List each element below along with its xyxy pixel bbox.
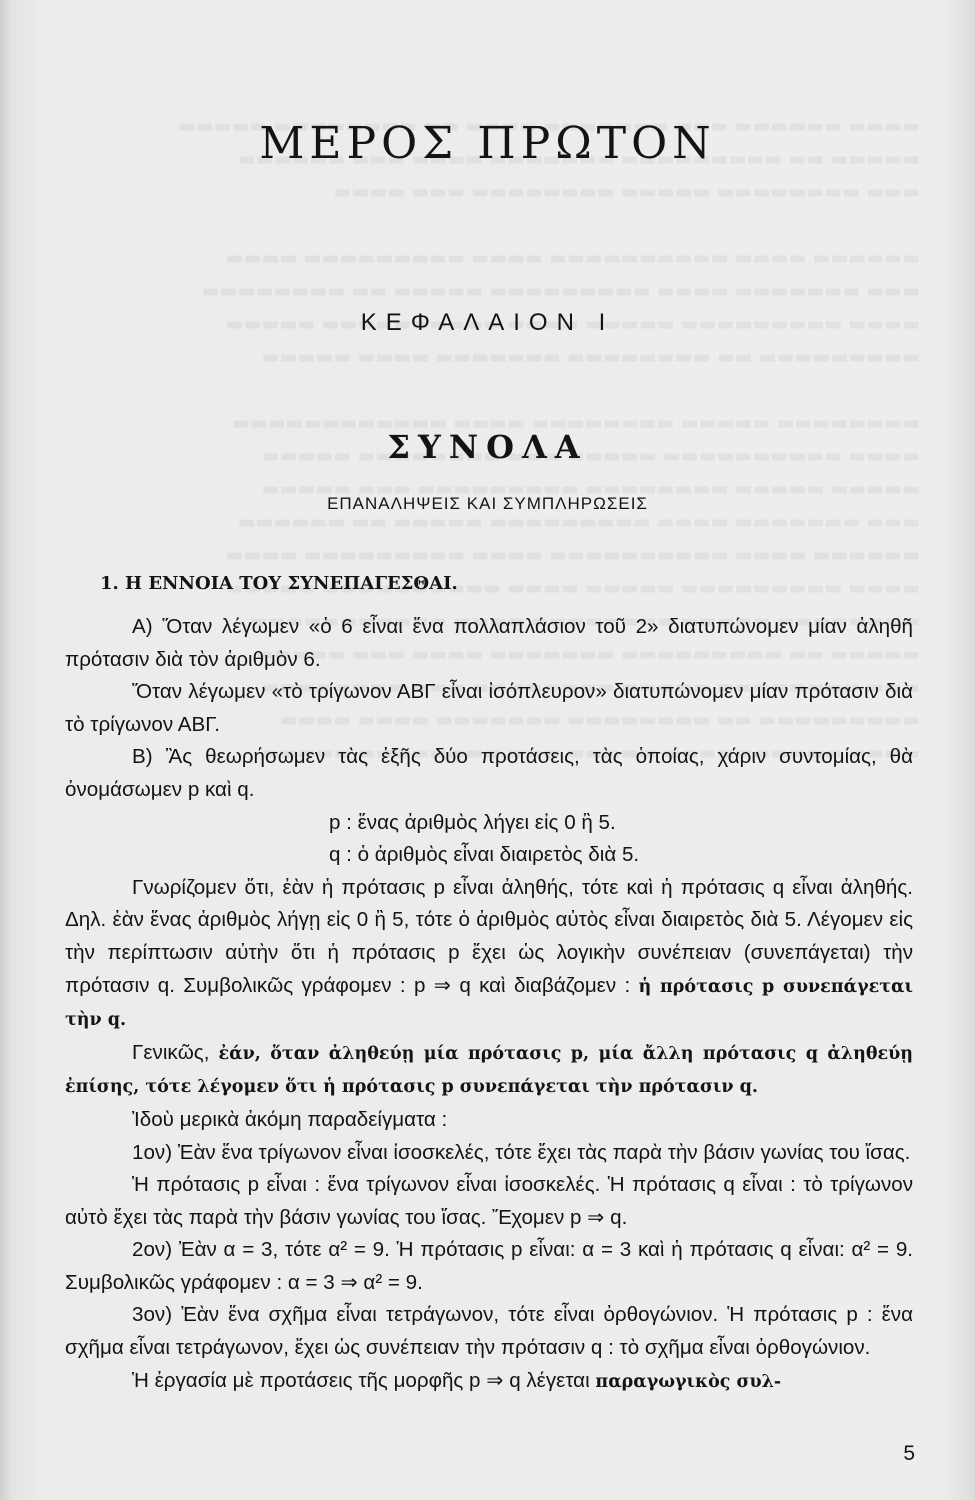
general-lead: Γενικῶς, bbox=[132, 1040, 219, 1064]
example-1-explanation: Ἡ πρότασις p εἶναι : ἕνα τρίγωνον εἶναι ἰσοσκελές. Ἡ πρότασις q εἶναι : τὸ τρίγωνον αὐτὸ ἔχει τὰς παρὰ τὴν βάσιν γωνίας του ἴσας. Ἔχομεν p ⇒ q. bbox=[65, 1173, 913, 1229]
definition-q: q : ὁ ἀριθμὸς εἶναι διαιρετὸς διὰ 5. bbox=[329, 843, 640, 867]
paragraph-implication bbox=[65, 872, 913, 1037]
body-text bbox=[65, 611, 913, 1398]
paragraph-b: Β) Ἂς θεωρήσωμεν τὰς ἑξῆς δύο προτάσεις, τὰς ὁποίας, χάριν συντομίας, θὰ ὀνομάσωμεν p καὶ q. bbox=[65, 745, 913, 801]
page-number: 5 bbox=[903, 1442, 915, 1465]
deductive-text: Ἡ ἐργασία μὲ προτάσεις τῆς μορφῆς p ⇒ q λέγεται bbox=[132, 1368, 596, 1392]
paragraph-general bbox=[65, 1037, 913, 1104]
paragraph-deductive bbox=[65, 1365, 913, 1399]
example-3: 3ον) Ἐὰν ἕνα σχῆμα εἶναι τετράγωνον, τότε εἶναι ὀρθογώνιον. Ἡ πρότασις p : ἕνα σχῆμα εἶναι τετράγωνον, ἔχει ὡς συνέπειαν τὴν πρότασιν q : τὸ σχῆμα εἶναι ὀρθογώνιον. bbox=[65, 1303, 913, 1360]
section-subtitle: ΕΠΑΝΑΛΗΨΕΙΣ ΚΑΙ ΣΥΜΠΛΗΡΩΣΕΙΣ bbox=[327, 494, 648, 513]
subsection-heading: 1. Η ΕΝΝΟΙΑ ΤΟΥ ΣΥΝΕΠΑΓΕΣΘΑΙ. bbox=[100, 573, 458, 594]
chapter-title: ΚΕΦΑΛΑΙΟΝ Ι bbox=[360, 309, 615, 336]
deductive-term: παραγωγικὸς συλ- bbox=[595, 1371, 782, 1392]
section-title: ΣΥΝΟΛΑ bbox=[387, 428, 588, 466]
paragraph-examples-intro: Ἰδοὺ μερικὰ ἀκόμη παραδείγματα : bbox=[132, 1107, 448, 1131]
implication-reading: ἡ πρότασις p συνεπάγεται τὴν q. bbox=[65, 976, 913, 1031]
paragraph-a: Α) Ὅταν λέγωμεν «ὁ 6 εἶναι ἕνα πολλαπλάσιον τοῦ 2» διατυπώνομεν μίαν ἀληθῆ πρότασιν διὰ τὸν ἀριθμὸν 6. bbox=[65, 615, 913, 671]
definition-p: p : ἕνας ἀριθμὸς λήγει εἰς 0 ἢ 5. bbox=[329, 810, 616, 834]
paragraph-triangle: Ὅταν λέγωμεν «τὸ τρίγωνον ΑΒΓ εἶναι ἰσόπλευρον» διατυπώνομεν μίαν πρότασιν διὰ τὸ τρίγωνον ΑΒΓ. bbox=[65, 680, 913, 736]
part-title: ΜΕΡΟΣ ΠΡΩΤΟΝ bbox=[259, 118, 716, 169]
example-1: 1ον) Ἐὰν ἕνα τρίγωνον εἶναι ἰσοσκελές, τότε ἔχει τὰς παρὰ τὴν βάσιν γωνίας του ἴσας. bbox=[132, 1140, 911, 1164]
implication-text: Γνωρίζομεν ὅτι, ἐὰν ἡ πρότασις p εἶναι ἀληθής, τότε καὶ ἡ πρότασις q εἶναι ἀληθής. Δηλ. ἐὰν ἕνας ἀριθμὸς λήγῃ εἰς 0 ἢ 5, τότε ὁ ἀριθμὸς αὐτὸς εἶναι διαιρετὸς διὰ 5. Λέγομεν εἰς τὴν περίπτωσιν αὐτὴν ὅτι ἡ πρότασις p ἔχει ὡς λογικὴν συνέπειαν (συνεπάγεται) τὴν πρότασιν q. Συμβολικῶς γράφομεν : p ⇒ q καὶ διαβάζομεν : bbox=[65, 875, 913, 997]
example-2: 2ον) Ἐὰν α = 3, τότε α² = 9. Ἡ πρότασις p εἶναι: α = 3 καὶ ἡ πρότασις q εἶναι: α² = 9. Συμβολικῶς γράφομεν : α = 3 ⇒ α² = 9. bbox=[65, 1238, 913, 1294]
general-definition: ἐάν, ὅταν ἀληθεύῃ μία πρότασις p, μία ἄλλη πρότασις q ἀληθεύῃ ἐπίσης, τότε λέγομεν ὅτι ἡ πρότασις p συνεπάγεται τὴν πρότασιν q. bbox=[65, 1043, 914, 1098]
